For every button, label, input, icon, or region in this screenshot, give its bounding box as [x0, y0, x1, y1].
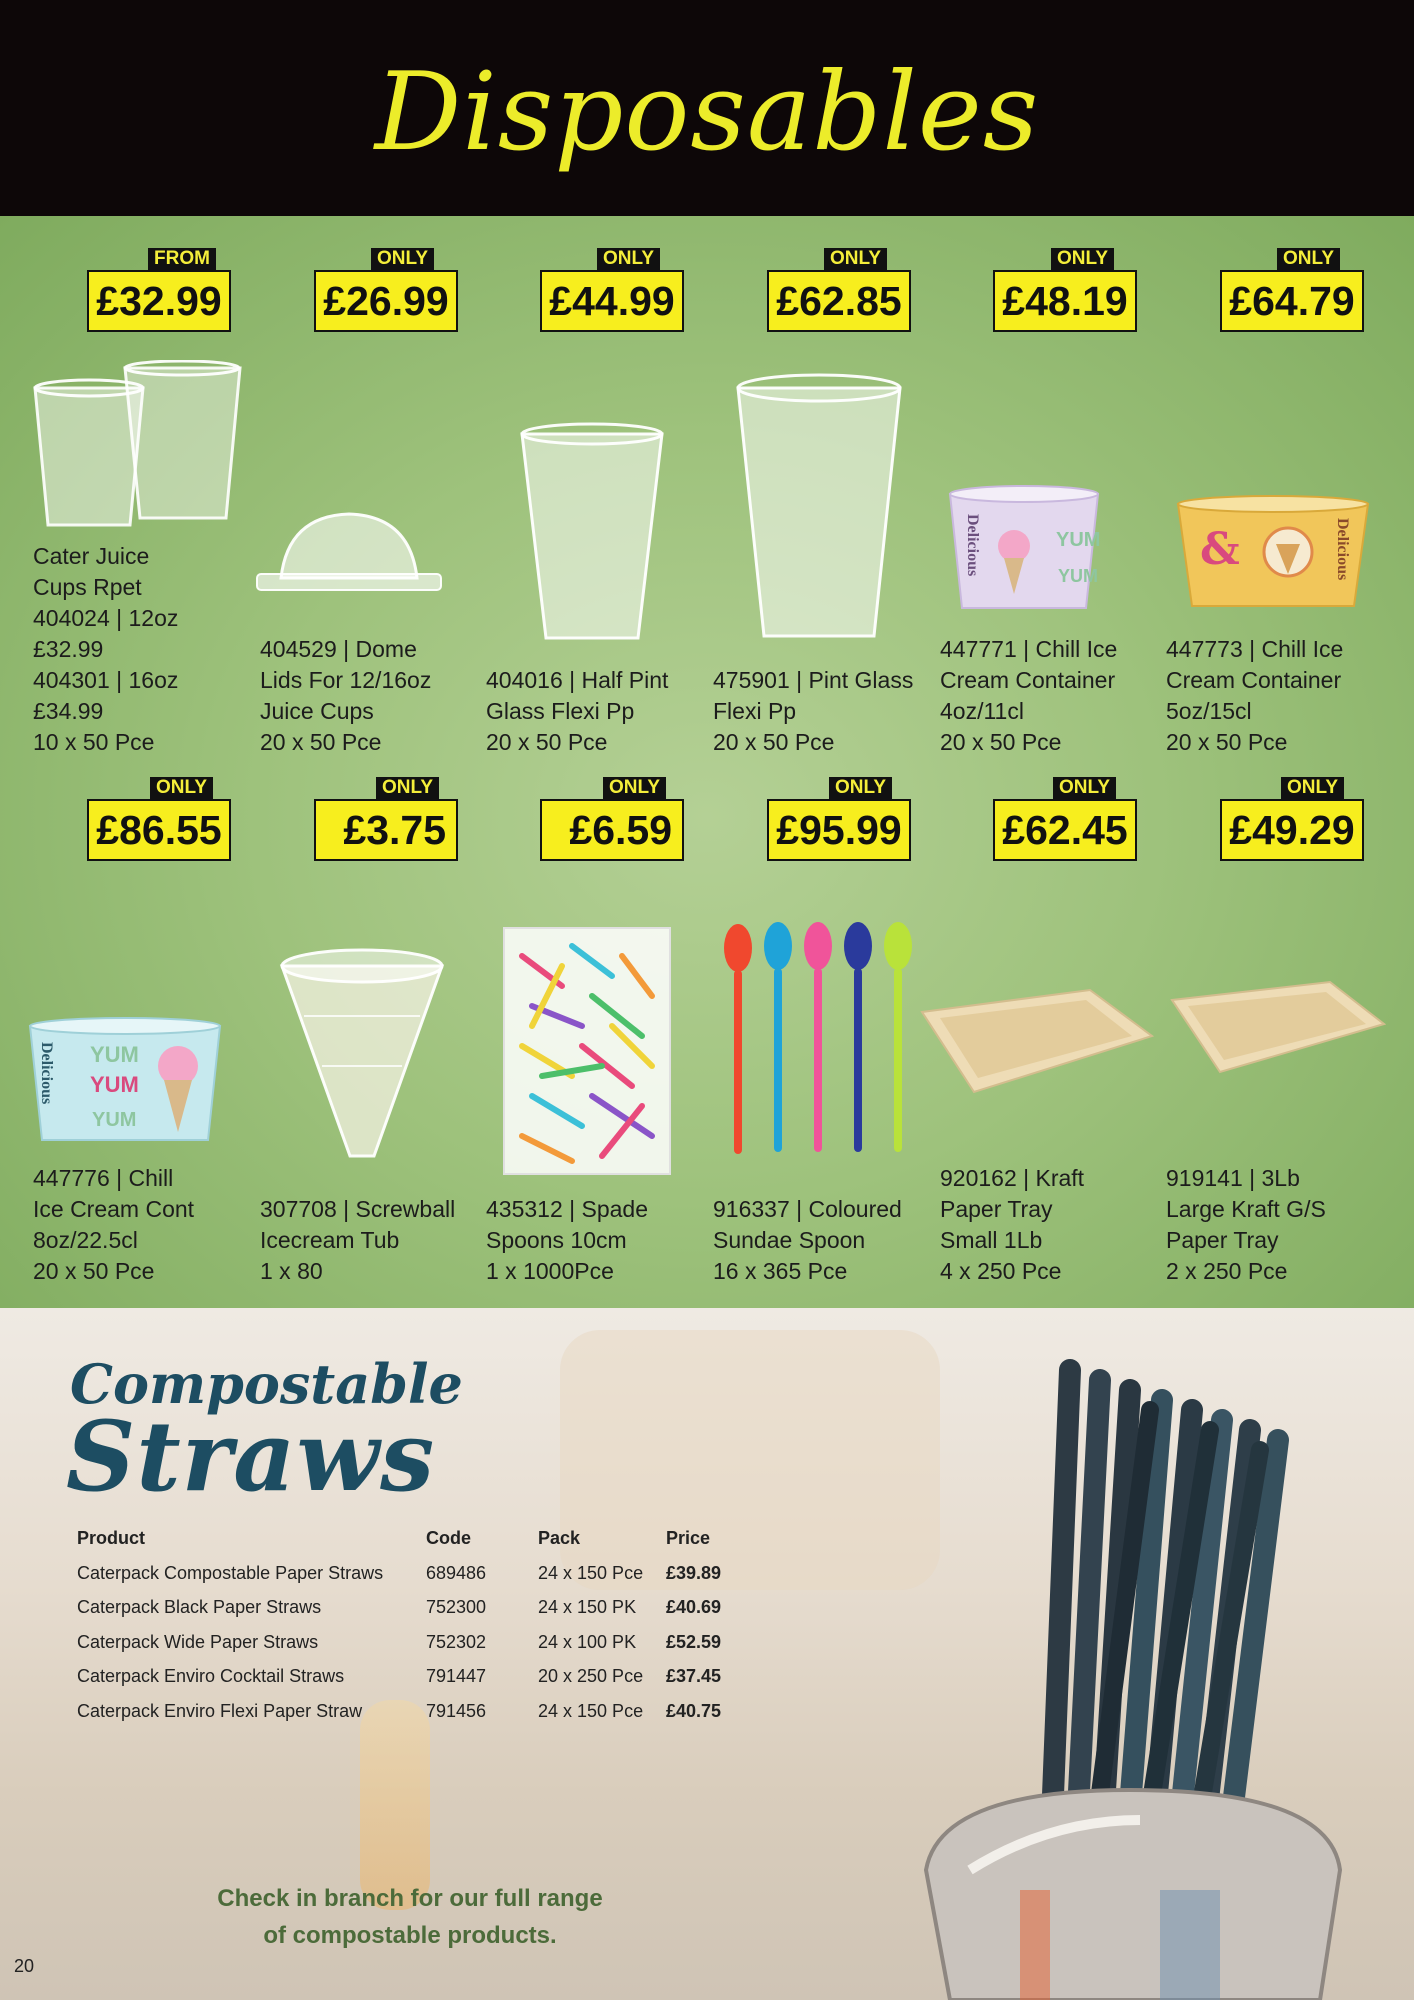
ice-cream-tub-5oz-image: [1176, 494, 1370, 610]
tub-delicious-text: Delicious: [38, 1042, 55, 1105]
price-label: ONLY: [597, 248, 660, 270]
page-title: Disposables: [374, 50, 1040, 175]
product-description: 404529 | Dome Lids For 12/16oz Juice Cups 20 x 50 Pce: [260, 636, 432, 755]
product-description: 404016 | Half Pint Glass Flexi Pp 20 x 50 Pce: [486, 667, 669, 755]
straws-in-cup-image: [900, 1350, 1400, 2000]
tub-yum-text: YUM: [90, 1042, 139, 1067]
header-product: Product: [77, 1528, 146, 1548]
header-code: Code: [426, 1528, 471, 1548]
product-description: 916337 | Coloured Sundae Spoon 16 x 365 Pce: [713, 1196, 902, 1284]
price-label: ONLY: [150, 777, 213, 799]
product-description: 475901 | Pint Glass Flexi Pp 20 x 50 Pce: [713, 667, 914, 755]
ice-cream-tub-4oz-image: [948, 484, 1100, 614]
price-label: ONLY: [1051, 248, 1114, 270]
juice-cups-image: [30, 360, 245, 530]
sundae-spoons-image: [720, 922, 916, 1158]
tub-yum-text: YUM: [1056, 529, 1100, 551]
tub-delicious-text: Delicious: [1334, 518, 1351, 581]
price-box: £48.19: [993, 270, 1137, 332]
product-description: 435312 | Spade Spoons 10cm 1 x 1000Pce: [486, 1196, 649, 1284]
kraft-tray-large-image: [1170, 980, 1386, 1074]
product-description: 447773 | Chill Ice Cream Container 5oz/15cl 20 x 50 Pce: [1166, 636, 1344, 755]
half-pint-glass-image: [518, 420, 666, 642]
price-box: £44.99: [540, 270, 684, 332]
price-label: ONLY: [603, 777, 666, 799]
background-drink-blur: [360, 1700, 430, 1910]
page-number: 20: [14, 1956, 35, 1976]
price-label: ONLY: [376, 777, 439, 799]
header-price: Price: [666, 1528, 711, 1548]
price-box: £95.99: [767, 799, 911, 861]
spade-spoons-bag-image: [502, 926, 672, 1176]
price-box: £64.79: [1220, 270, 1364, 332]
product-description: 447771 | Chill Ice Cream Container 4oz/11cl 20 x 50 Pce: [940, 636, 1118, 755]
kraft-tray-small-image: [920, 988, 1154, 1094]
price-label: FROM: [148, 248, 216, 270]
header-pack: Pack: [538, 1528, 581, 1548]
header-band: [0, 0, 1414, 216]
dome-lid-image: [253, 512, 445, 598]
tub-yum-text: YUM: [1058, 566, 1098, 586]
price-label: ONLY: [829, 777, 892, 799]
price-label: ONLY: [1053, 777, 1116, 799]
price-label: ONLY: [1281, 777, 1344, 799]
price-label: ONLY: [824, 248, 887, 270]
tub-yum-text: YUM: [90, 1072, 139, 1097]
price-box: £3.75: [314, 799, 458, 861]
product-description: 919141 | 3Lb Large Kraft G/S Paper Tray 2 x 250 Pce: [1166, 1165, 1326, 1284]
svg-text:&: &: [1200, 524, 1240, 575]
product-description: 307708 | Screwball Icecream Tub 1 x 80: [260, 1196, 456, 1284]
price-label: ONLY: [1277, 248, 1340, 270]
price-box: £32.99: [87, 270, 231, 332]
price-label: ONLY: [371, 248, 434, 270]
screwball-tub-image: [278, 946, 446, 1162]
tub-yum-text: YUM: [92, 1109, 137, 1131]
price-box: £86.55: [87, 799, 231, 861]
price-box: £49.29: [1220, 799, 1364, 861]
product-description: 920162 | Kraft Paper Tray Small 1Lb 4 x 250 Pce: [940, 1165, 1085, 1284]
ice-cream-tub-8oz-image: [28, 1016, 222, 1144]
price-box: £26.99: [314, 270, 458, 332]
price-box: £62.45: [993, 799, 1137, 861]
pint-glass-image: [734, 370, 904, 640]
straws-title-line1: Compostable: [70, 1352, 463, 1416]
branch-note: Check in branch for our full range of compostable products.: [217, 1885, 603, 1949]
product-description: 447776 | Chill Ice Cream Cont 8oz/22.5cl 20 x 50 Pce: [33, 1165, 195, 1284]
product-description: Cater Juice Cups Rpet 404024 | 12oz £32.99 404301 | 16oz £34.99 10 x 50 Pce: [33, 543, 179, 755]
background-blur: [560, 1330, 940, 1590]
straws-title-line2: Straws: [66, 1400, 436, 1513]
tub-delicious-text: Delicious: [964, 514, 981, 577]
price-box: £62.85: [767, 270, 911, 332]
price-box: £6.59: [540, 799, 684, 861]
